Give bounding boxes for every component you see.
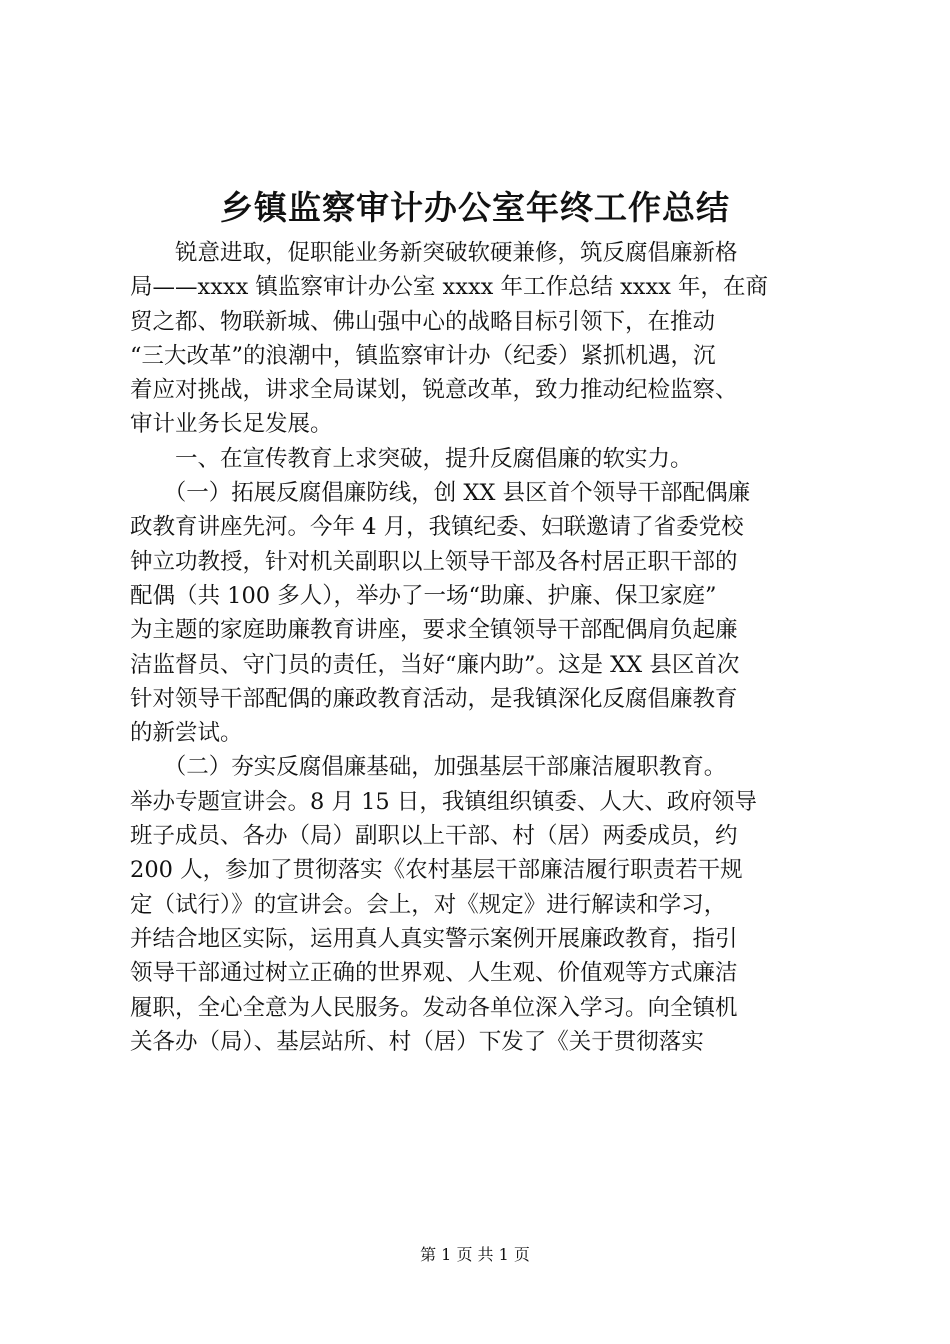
body-line: 班子成员、各办（局）副职以上干部、村（居）两委成员，约 — [130, 823, 738, 850]
page-footer: 第 1 页 共 1 页 — [420, 1245, 530, 1264]
body-line: （一）拓展反腐倡廉防线，创 XX 县区首个领导干部配偶廉 — [130, 480, 751, 507]
section-heading: 一、在宣传教育上求突破，提升反腐倡廉的软实力。 — [130, 445, 693, 472]
body-line: 并结合地区实际，运用真人真实警示案例开展廉政教育，指引 — [130, 925, 738, 952]
body-line: 着应对挑战，讲求全局谋划，锐意改革，致力推动纪检监察、 — [130, 377, 738, 404]
body-line: 200 人，参加了贯彻落实《农村基层干部廉洁履行职责若干规 — [130, 857, 743, 884]
body-line: 为主题的家庭助廉教育讲座，要求全镇领导干部配偶肩负起廉 — [130, 617, 738, 644]
body-line: 履职，全心全意为人民服务。发动各单位深入学习。向全镇机 — [130, 994, 738, 1021]
body-line: 领导干部通过树立正确的世界观、人生观、价值观等方式廉洁 — [130, 960, 738, 987]
body-line: 贸之都、物联新城、佛山强中心的战略目标引领下，在推动 — [130, 308, 716, 335]
body-line: “三大改革”的浪潮中，镇监察审计办（纪委）紧抓机遇，沉 — [130, 342, 716, 369]
document-title: 乡镇监察审计办公室年终工作总结 — [220, 188, 730, 227]
body-line: 审计业务长足发展。 — [130, 411, 333, 438]
body-line: 的新尝试。 — [130, 720, 243, 747]
body-line: 锐意进取，促职能业务新突破软硬兼修，筑反腐倡廉新格 — [130, 240, 738, 266]
body-line: 钟立功教授，针对机关副职以上领导干部及各村居正职干部的 — [130, 548, 738, 575]
body-line: （二）夯实反腐倡廉基础，加强基层干部廉洁履职教育。 — [130, 754, 727, 781]
body-line: 关各办（局）、基层站所、村（居）下发了《关于贯彻落实 — [130, 1028, 704, 1055]
body-line: 针对领导干部配偶的廉政教育活动，是我镇深化反腐倡廉教育 — [130, 685, 738, 712]
body-line: 配偶（共 100 多人），举办了一场“助廉、护廉、保卫家庭” — [130, 582, 717, 609]
body-line: 洁监督员、守门员的责任，当好“廉内助”。这是 XX 县区首次 — [130, 651, 740, 678]
body-line: 举办专题宣讲会。8 月 15 日，我镇组织镇委、人大、政府领导 — [130, 788, 757, 815]
body-line: 定（试行）》的宣讲会。会上，对《规定》进行解读和学习， — [130, 891, 727, 918]
body-line: 政教育讲座先河。今年 4 月，我镇纪委、妇联邀请了省委党校 — [130, 514, 744, 541]
body-line: 局——xxxx 镇监察审计办公室 xxxx 年工作总结 xxxx 年，在商 — [130, 274, 769, 301]
document-body — [130, 236, 830, 1059]
